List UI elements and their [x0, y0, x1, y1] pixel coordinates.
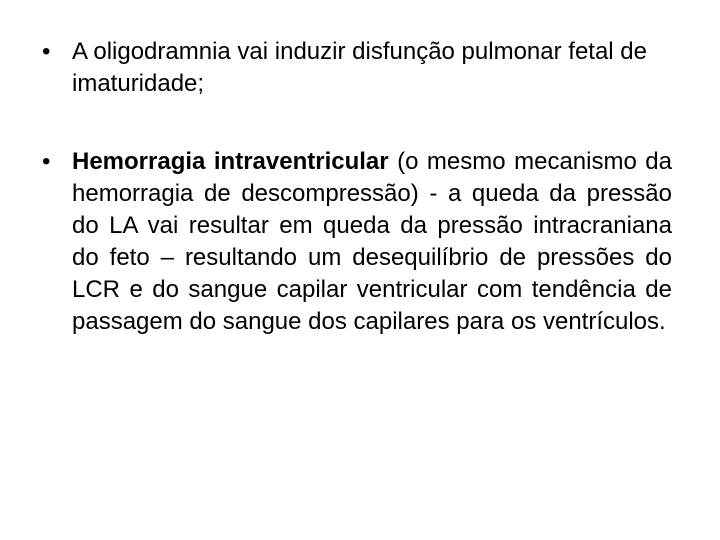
bold-term: Hemorragia intraventricular [72, 148, 389, 175]
bullet-item-oligodramnia [42, 36, 672, 100]
bullet-icon: • [42, 38, 51, 65]
bullet-paragraph [72, 146, 672, 338]
bullet-list [42, 36, 672, 338]
bullet-text: A oligodramnia vai induzir disfunção pulmonar fetal de imaturidade; [72, 38, 648, 97]
bullet-icon: • [42, 148, 51, 175]
bullet-text: (o mesmo mecanismo da hemorragia de descompressão) - a queda da pressão do LA vai resultar em queda da pressão intracraniana do feto – resultando um desequilíbrio de pressões do LCR e do sangue capilar ventricular com tendência de passagem do sangue dos capilares para os ventrículos. [72, 148, 673, 335]
bullet-item-hemorragia [42, 146, 672, 338]
